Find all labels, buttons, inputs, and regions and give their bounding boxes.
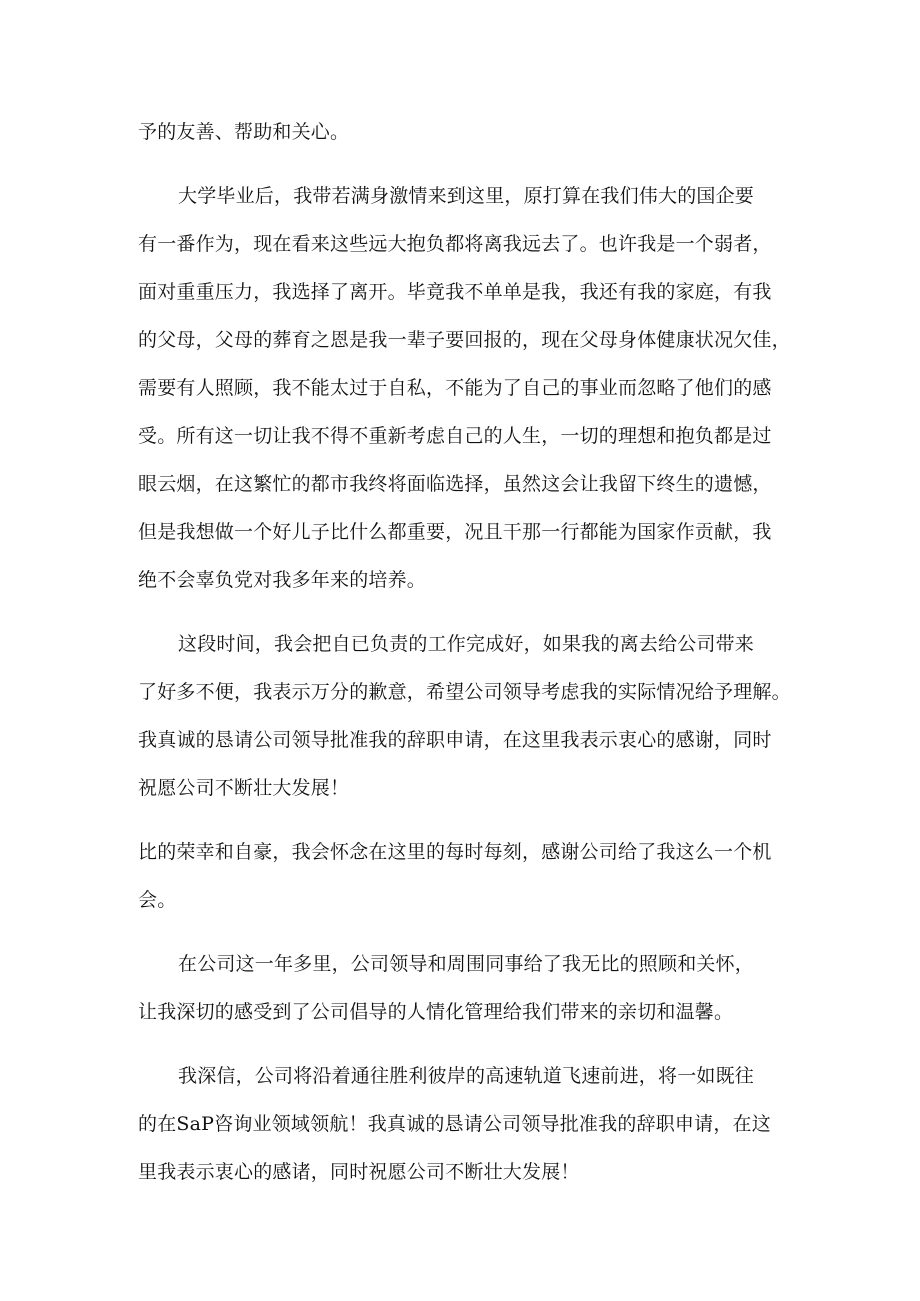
paragraph-line: 我真诚的恳请公司领导批准我的辞职申请，在这里我表示衷心的感谢，同时 [138, 729, 772, 751]
paragraph-line: 让我深切的感受到了公司倡导的人情化管理给我们带来的亲切和温馨。 [138, 1001, 734, 1023]
paragraph-line: 会。 [138, 889, 177, 911]
paragraph-line: 比的荣幸和自豪，我会怀念在这里的每时每刻，感谢公司给了我这么一个机 [138, 841, 772, 863]
paragraph-line: 需要有人照顾，我不能太过于自私，不能为了自己的事业而忽略了他们的感 [138, 377, 772, 399]
paragraph-line: 了好多不便，我表示万分的歉意，希望公司领导考虑我的实际情况给予理解。 [138, 681, 791, 703]
paragraph-line: 里我表示衷心的感诸，同时祝愿公司不断壮大发展！ [138, 1161, 580, 1183]
paragraph-line: 绝不会辜负党对我多年来的培养。 [138, 569, 427, 591]
paragraph-line: 但是我想做一个好儿子比什么都重要，况且干那一行都能为国家作贡献，我 [138, 521, 772, 543]
paragraph-line: 予的友善、帮助和关心。 [138, 121, 350, 143]
paragraph-line: 面对重重压力，我选择了离开。毕竟我不单单是我，我还有我的家庭，有我 [138, 281, 772, 303]
paragraph-line: 的父母，父母的葬育之恩是我一辈子要回报的，现在父母身体健康状况欠佳， [138, 329, 791, 351]
paragraph-line: 受。所有这一切让我不得不重新考虑自己的人生，一切的理想和抱负都是过 [138, 425, 772, 447]
paragraph-line: 我深信，公司将沿着通往胜利彼岸的高速轨道飞速前进，将一如既往 [178, 1065, 755, 1087]
paragraph-line: 祝愿公司不断壮大发展！ [138, 777, 350, 799]
paragraph-line: 大学毕业后，我带若满身激情来到这里，原打算在我们伟大的国企要 [178, 185, 755, 207]
paragraph-line: 眼云烟，在这繁忙的都市我终将面临选择，虽然这会让我留下终生的遗憾， [138, 473, 772, 495]
paragraph-line: 在公司这一年多里，公司领导和周围同事给了我无比的照顾和关怀， [178, 953, 755, 975]
paragraph-line: 的在SaP咨询业领域领航！我真诚的恳请公司领导批准我的辞职申请，在这 [138, 1113, 771, 1135]
paragraph-line: 有一番作为，现在看来这些远大抱负都将离我远去了。也许我是一个弱者， [138, 233, 772, 255]
paragraph-line: 这段时间，我会把自已负责的工作完成好，如果我的离去给公司带来 [178, 633, 755, 655]
